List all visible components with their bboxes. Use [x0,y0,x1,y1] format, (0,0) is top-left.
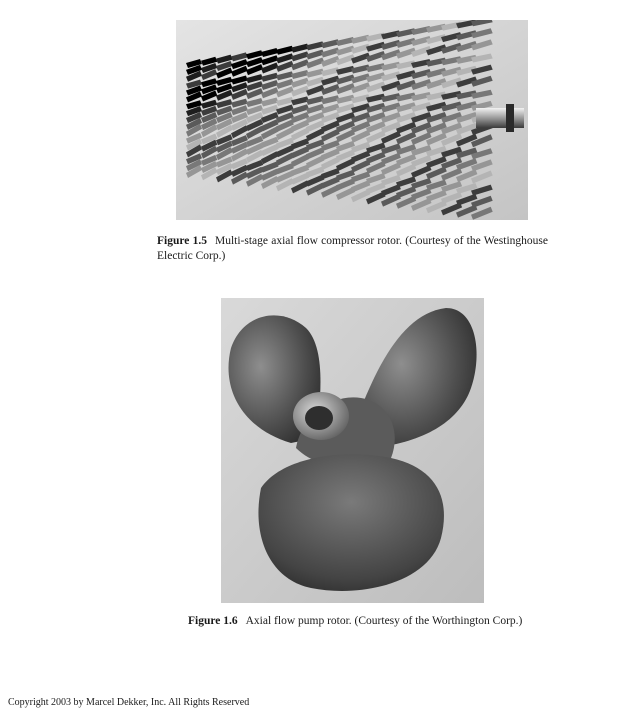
pump-rotor-illustration [221,298,484,603]
compressor-rotor-illustration [176,20,528,220]
shaft-collar [506,104,514,132]
figure-1-5-caption [157,234,548,264]
figure-label: Figure 1.6 [188,615,238,627]
caption-text: Axial flow pump rotor. (Courtesy of the Worthington Corp.) [245,615,523,627]
figure-1-6-caption [188,614,538,629]
compressor-rotor-photo [176,20,528,220]
caption-text: Multi-stage axial flow compressor rotor. (Courtesy of the Westinghouse Electric Corp.) [157,235,548,262]
figure-label: Figure 1.5 [157,235,207,247]
hub-bore [305,406,333,430]
bottom-blade [258,454,444,591]
rotor-shaft [476,108,524,128]
copyright-notice: Copyright 2003 by Marcel Dekker, Inc. All Rights Reserved [8,697,250,708]
pump-rotor-photo [221,298,484,603]
